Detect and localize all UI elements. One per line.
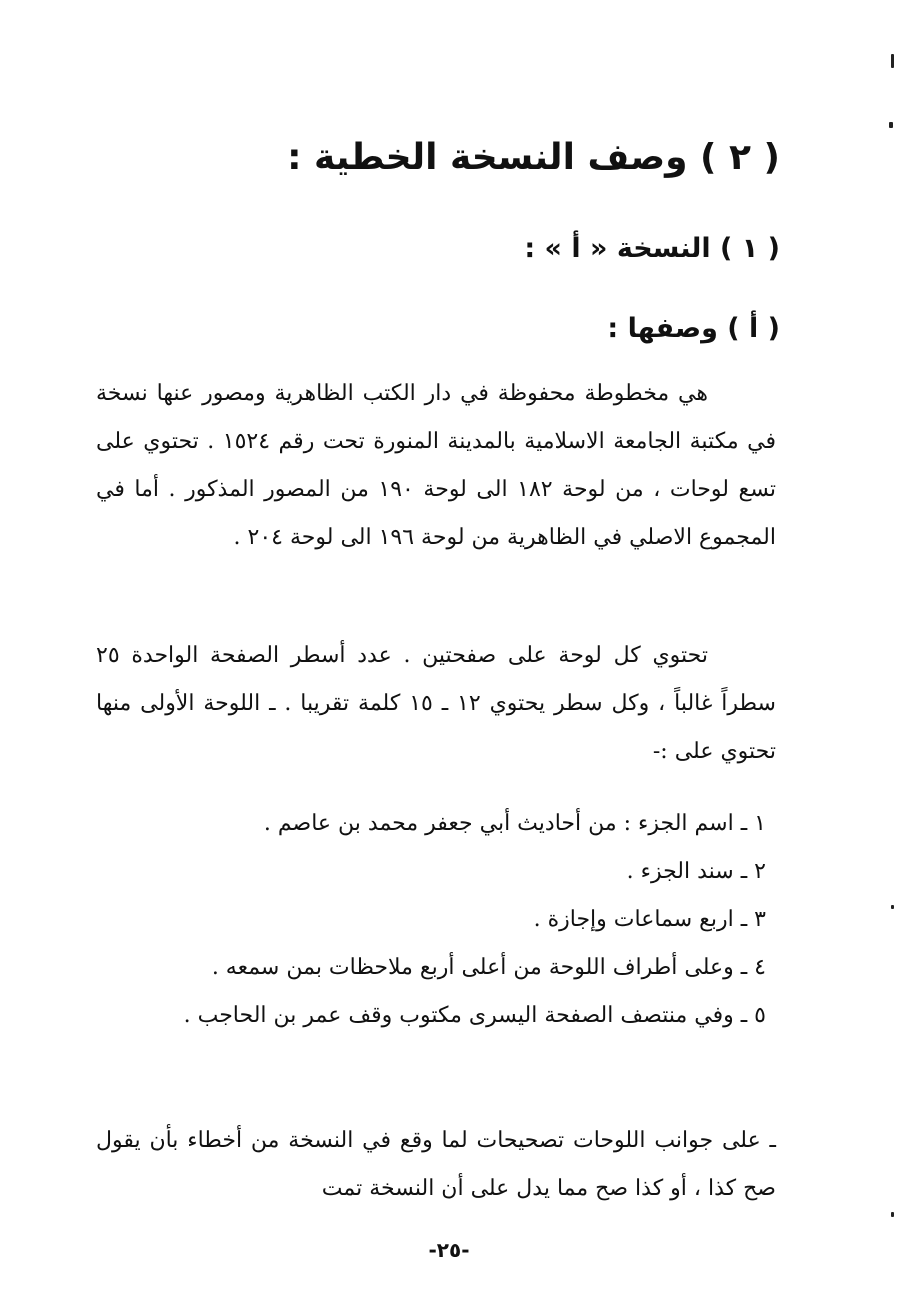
scan-edge-mark — [889, 122, 893, 128]
scan-edge-mark — [891, 905, 894, 909]
subheading-manuscript-a: ( ١ ) النسخة « أ » : — [524, 233, 780, 264]
list-item: ٥ ـ وفي منتصف الصفحة اليسرى مكتوب وقف عمر بن الحاجب . — [183, 1003, 766, 1028]
paragraph-page-structure: تحتوي كل لوحة على صفحتين . عدد أسطر الصفحة الواحدة ٢٥ سطراً غالباً ، وكل سطر يحتوي ١٢ ـ ١٥ كلمة تقريبا . ـ اللوحة الأولى منها تحتوي على :- — [96, 643, 776, 764]
first-panel-contents-list — [96, 800, 776, 1040]
list-item: ١ ـ اسم الجزء : من أحاديث أبي جعفر محمد بن عاصم . — [263, 811, 766, 836]
list-item: ٣ ـ اربع سماعات وإجازة . — [533, 907, 766, 932]
list-item: ٤ ـ وعلى أطراف اللوحة من أعلى أربع ملاحظات بمن سمعه . — [211, 955, 766, 980]
list-item: ٢ ـ سند الجزء . — [626, 859, 766, 884]
page-number: -٢٥- — [428, 1238, 470, 1262]
section-heading: ( ٢ ) وصف النسخة الخطية : — [287, 137, 780, 178]
scan-edge-mark — [891, 54, 894, 68]
paragraph-corrections: ـ على جوانب اللوحات تصحيحات لما وقع في النسخة من أخطاء بأن يقول صح كذا ، أو كذا صح مما يدل على أن النسخة تمت — [96, 1128, 776, 1201]
scan-edge-mark — [891, 1212, 894, 1217]
paragraph-manuscript-location: هي مخطوطة محفوظة في دار الكتب الظاهرية ومصور عنها نسخة في مكتبة الجامعة الاسلامية بالمدينة المنورة تحت رقم ١٥٢٤ . تحتوي على تسع لوحات ، من لوحة ١٨٢ الى لوحة ١٩٠ من المصور المذكور . أما في المجموع الاصلي في الظاهرية من لوحة ١٩٦ الى لوحة ٢٠٤ . — [96, 381, 776, 550]
subheading-description: ( أ ) وصفها : — [607, 313, 780, 344]
